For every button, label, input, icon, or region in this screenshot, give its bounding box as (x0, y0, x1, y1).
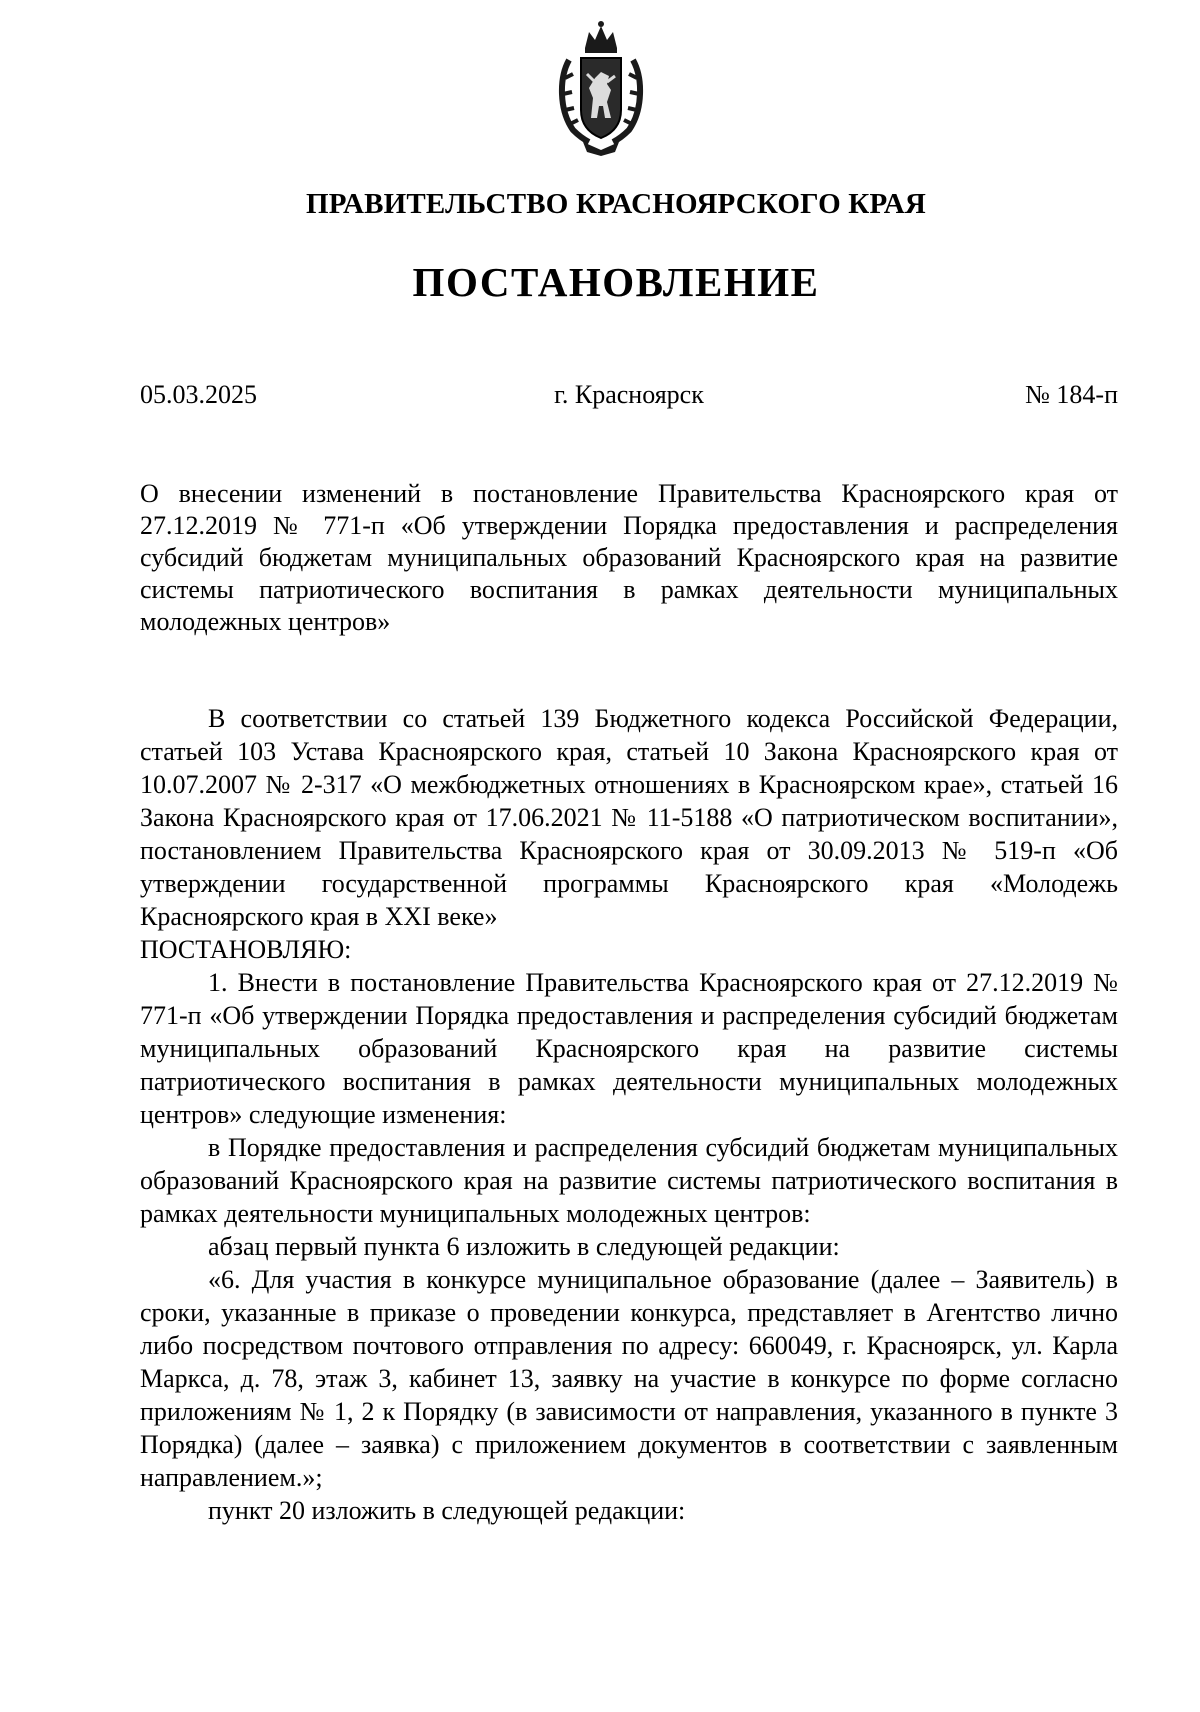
paragraph-order-changes: в Порядке предоставления и распределения субсидий бюджетам муниципальных образований Красноярского края на развитие системы патриотического воспитания в рамках деятельности муниципальных молодежных центров: (140, 1133, 1118, 1228)
paragraph-item-1: 1. Внести в постановление Правительства Красноярского края от 27.12.2019 № 771-п «Об утверждении Порядка предоставления и распределения субсидий бюджетам муниципальных образований Красноярского края на развитие системы патриотического воспитания в рамках деятельности муниципальных молодежных центров» следующие изменения: (140, 968, 1118, 1129)
document-number: № 184-п (1025, 380, 1118, 409)
paragraph-preamble: В соответствии со статьей 139 Бюджетного кодекса Российской Федерации, статьей 103 Устава Красноярского края, статьей 10 Закона Красноярского края от 10.07.2007 № 2-317 «О межбюджетных отношениях в Красноярском крае», статьей 16 Закона Красноярского края от 17.06.2021 № 11-5188 «О патриотическом воспитании», постановлением Правительства Красноярского края от 30.09.2013 № 519-п «Об утверждении государственной программы Красноярского края «Молодежь Красноярского края в XXI веке» (140, 704, 1118, 931)
government-name: ПРАВИТЕЛЬСТВО КРАСНОЯРСКОГО КРАЯ (305, 188, 927, 220)
document-type: ПОСТАНОВЛЕНИЕ (412, 259, 820, 305)
paragraph-clause-6-intro: абзац первый пункта 6 изложить в следующей редакции: (208, 1232, 840, 1261)
paragraph-decree: ПОСТАНОВЛЯЮ: (140, 935, 352, 964)
document-meta (140, 380, 1118, 414)
document-city: г. Красноярск (554, 380, 704, 409)
paragraph-clause-6: «6. Для участия в конкурсе муниципальное образование (далее – Заявитель) в сроки, указанные в приказе о проведении конкурса, представляет в Агентство лично либо посредством почтового отправления по адресу: 660049, г. Красноярск, ул. Карла Маркса, д. 78, этаж 3, кабинет 13, заявку на участие в конкурсе по форме согласно приложениям № 1, 2 к Порядку (в зависимости от направления, указанного в пункте 3 Порядка) (далее – заявка) с приложением документов в соответствии с заявленным направлением.»; (140, 1265, 1118, 1492)
document-subject: О внесении изменений в постановление Правительства Красноярского края от 27.12.2019 № 771-п «Об утверждении Порядка предоставления и распределения субсидий бюджетам муниципальных образований Красноярского края на развитие системы патриотического воспитания в рамках деятельности муниципальных молодежных центров» (140, 479, 1118, 636)
document-date: 05.03.2025 (140, 380, 257, 409)
coat-of-arms-icon (555, 18, 647, 158)
document-body (140, 702, 1118, 1527)
paragraph-clause-20-intro: пункт 20 изложить в следующей редакции: (208, 1496, 686, 1525)
